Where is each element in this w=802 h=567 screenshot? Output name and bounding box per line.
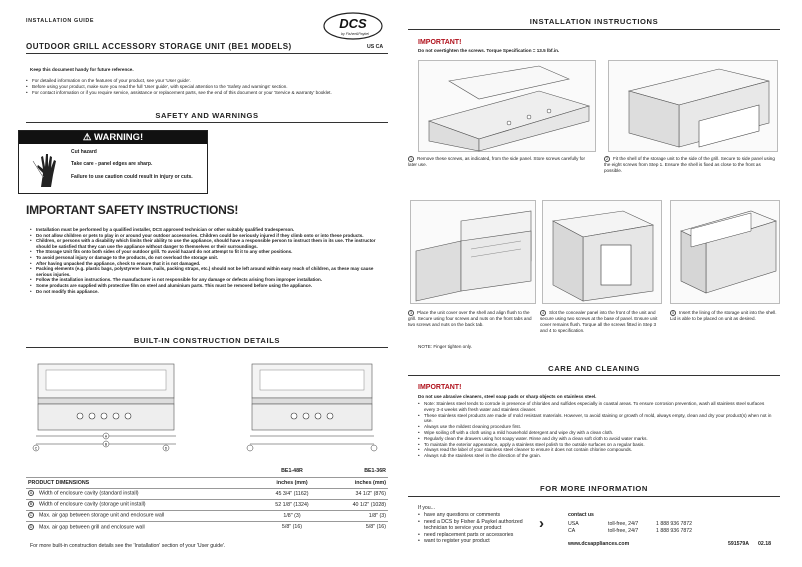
more-info-rule	[408, 496, 780, 497]
step-text: Slot the concealer panel into the front of the unit and secure using two screws at the base of panel. Ensure unit cover remains flush. Torque all the screws fitted in Step 3 and 4 to specification.	[540, 310, 658, 333]
step-number: 3	[409, 311, 413, 315]
contact-type: toll-free, 24/7	[608, 528, 639, 534]
warning-header	[19, 131, 207, 144]
step-number: 4	[541, 311, 545, 315]
table-row	[26, 521, 388, 532]
safety-item: • After having unpacked the appliance, check to ensure that it is not damaged.	[30, 261, 390, 267]
row-label: Max. air gap between grill and enclosure wall	[39, 523, 145, 530]
warning-box	[18, 130, 208, 194]
more-info-title: FOR MORE INFORMATION	[539, 484, 649, 493]
row-key: D	[29, 524, 33, 529]
built-in-footnote: For more built-in construction details see the 'Installation' section of your 'User guide'.	[30, 543, 226, 549]
row-key: B	[29, 502, 33, 507]
safety-list	[30, 227, 390, 294]
step1-illustration	[418, 60, 596, 152]
region-label: US CA	[367, 44, 384, 50]
warning-line1: Take care - panel edges are sharp.	[71, 161, 153, 168]
doc-title: OUTDOOR GRILL ACCESSORY STORAGE UNIT (BE1 MODELS)	[26, 42, 292, 51]
care-list	[418, 401, 774, 459]
care-title: CARE AND CLEANING	[548, 364, 640, 373]
left-column	[26, 0, 396, 567]
contact-phone: 1 888 936 7872	[656, 521, 693, 527]
install-rule	[408, 29, 780, 30]
safety-item: • Installation must be performed by a qualified installer, DCS approved technician or other suitably qualified tradesperson.	[30, 227, 390, 233]
doc-date: 02.18	[758, 541, 771, 547]
safety-item: • Packing elements (e.g. plastic bags, polystyrene foam, nails, packing straps, etc.) should not be left around within easy reach of children, as these may cause serious injuries.	[30, 266, 390, 277]
row-key: C	[29, 513, 33, 518]
care-item: • Note: Stainless steel tends to corrode in presence of chlorides and sulfides especially in coastal areas. To ensure corrosion prevention, wash all stainless steel surfaces every 3-4 weeks with fresh water and stainless cleaner.	[418, 401, 774, 413]
built-in-rule	[26, 347, 388, 348]
units-36r: inches (mm)	[324, 477, 388, 488]
step2-illustration	[608, 60, 778, 152]
more-info-list	[418, 512, 542, 545]
step-number: 1	[409, 157, 413, 161]
warning-triangle-icon: ⚠	[82, 132, 92, 143]
safety-rule	[26, 122, 388, 123]
care-important-text: Do not use abrasive cleaners, steel soap pads or sharp objects on stainless steel.	[418, 394, 597, 399]
install-note: NOTE: Finger tighten only.	[418, 344, 473, 349]
dim-label-c: C	[34, 446, 38, 451]
contact-row	[568, 521, 728, 528]
dimensions-table	[26, 466, 388, 532]
construction-diagram-36r	[242, 358, 382, 454]
right-column	[408, 0, 780, 567]
units-48r: inches (mm)	[260, 477, 324, 488]
care-rule	[408, 375, 780, 376]
if-you-label: If you...	[418, 505, 436, 511]
safety-item: • Children, or persons with a disability which limits their ability to use the appliance, should have a responsible person to instruct them in its use. The instructor should be satisfied that they can use the appliance without danger to themselves or their surroundings.	[30, 238, 390, 249]
step-text: Remove these screws, as indicated, from the side panel. Store screws carefully for later use.	[408, 156, 585, 167]
construction-diagram-48r	[32, 358, 180, 454]
website-link[interactable]: www.dcsappliances.com	[568, 541, 630, 547]
intro-item: • Before using your product, make sure you read the full 'User guide', with special attention to the 'Safety and warnings' section.	[26, 84, 382, 90]
row-value-48r: 52 1/8" (1324)	[260, 499, 324, 510]
row-value-36r: 40 1/2" (1028)	[324, 499, 388, 510]
warning-label: WARNING!	[94, 132, 144, 143]
install-important-text: Do not overtighten the screws. Torque Specification = 13.5 lbf.in.	[418, 48, 560, 53]
care-item: • To maintain the exterior appearance, apply a stainless steel polish to the outside surfaces on a regular basis.	[418, 442, 774, 448]
table-row	[26, 488, 388, 499]
step-text: Fit the shell of the storage unit to the side of the grill. Secure to side panel using the eight screws from Step 1. Ensure the shell is fixed as close to the front as possible.	[604, 156, 775, 173]
step4-illustration	[542, 200, 662, 304]
safety-item: • To avoid personal injury or damage to the products, do not overload the storage unit.	[30, 255, 390, 261]
step-2	[604, 156, 780, 174]
dim-label-a: A	[104, 434, 108, 439]
safety-item: • The Storage Unit fits onto both sides of your outdoor grill. To avoid hazard do not attempt to fit it to any other positions.	[30, 249, 390, 255]
step5-illustration	[670, 200, 780, 304]
title-rule	[26, 53, 388, 54]
row-value-36r: 1/8" (3)	[324, 510, 388, 521]
more-info-item: • need a DCS by Fisher & Paykel authorized technician to service your product	[418, 519, 542, 532]
safety-item: • Some products are supplied with protective film on steel and aluminium parts. This must be removed before using the appliance.	[30, 283, 390, 289]
step-4	[540, 310, 664, 333]
more-info-item: • want to register your product	[418, 538, 542, 545]
doc-code: 591579A	[728, 541, 750, 547]
row-value-36r: 5/8" (16)	[324, 521, 388, 532]
row-value-36r: 34 1/2" (876)	[324, 488, 388, 499]
step-3	[408, 310, 534, 328]
care-item: • Always read the label of your stainless steel cleaner to ensure it does not contain chlorine compounds.	[418, 447, 774, 453]
care-item: • These stainless steel products are made of mold resistant materials. However, to avoid staining or growth of mold, always empty, clean and dry your product(s) when not in use.	[418, 413, 774, 425]
chevron-right-icon: ›	[539, 515, 544, 532]
guide-label: INSTALLATION GUIDE	[26, 18, 95, 24]
install-important-label: IMPORTANT!	[418, 39, 462, 46]
important-safety-title: IMPORTANT SAFETY INSTRUCTIONS!	[26, 203, 239, 217]
dim-label-d: D	[164, 446, 168, 451]
install-title: INSTALLATION INSTRUCTIONS	[529, 17, 659, 26]
table-row	[26, 499, 388, 510]
intro-list	[26, 78, 382, 95]
col-48r: BE1-48R	[281, 468, 303, 475]
care-item: • Always use the mildest cleaning procedure first.	[418, 424, 774, 430]
care-important-label: IMPORTANT!	[418, 384, 462, 391]
table-row	[26, 510, 388, 521]
cut-hazard-hand-icon	[31, 151, 61, 189]
contact-phone: 1 888 936 7872	[656, 528, 693, 534]
row-value-48r: 5/8" (16)	[260, 521, 324, 532]
care-item: • Wipe soiling off with a cloth using a mild household detergent and wipe dry with a clean cloth.	[418, 430, 774, 436]
safety-item: • Do not allow children or pets to play in or around your outdoor accessories. Children could be seriously injured if they climb onto or into these products.	[30, 233, 390, 239]
row-label: Width of enclosure cavity (standard install)	[39, 490, 139, 497]
step-5	[670, 310, 780, 322]
contact-country: USA	[568, 521, 579, 527]
step3-illustration	[410, 200, 536, 304]
contact-label: contact us	[568, 512, 594, 518]
contact-country: CA	[568, 528, 576, 534]
col-36r: BE1-36R	[364, 468, 386, 475]
logo-sub: by Fisher&Paykel	[341, 32, 369, 36]
safety-title: SAFETY AND WARNINGS	[155, 111, 259, 120]
step-number: 2	[605, 157, 609, 161]
logo-text: DCS	[339, 16, 367, 31]
step-text: Insert the lining of the storage unit into the shell. Lid is able to be placed on unit as desired.	[670, 310, 777, 321]
step-text: Place the unit cover over the shell and align flush to the grill. Secure using four screws and nuts on the front tabs and two screws and nuts on the back tab.	[408, 310, 532, 327]
dim-label-b: B	[104, 442, 108, 447]
keep-note: Keep this document handy for future reference.	[30, 67, 134, 72]
step-1	[408, 156, 588, 168]
safety-item: • Do not modify this appliance.	[30, 289, 390, 295]
row-label: Width of enclosure cavity (storage unit install)	[39, 501, 146, 508]
row-key: A	[29, 491, 33, 496]
intro-item: • For contact information or if you require service, assistance or replacement parts, see the end of this document or your 'Service & warranty' booklet.	[26, 90, 382, 96]
warning-text	[71, 149, 201, 180]
warning-line2: Failure to use caution could result in injury or cuts.	[71, 173, 193, 180]
table-heading: PRODUCT DIMENSIONS	[26, 477, 260, 488]
contact-row	[568, 528, 728, 535]
intro-item: • For detailed information on the features of your product, see your 'User guide'.	[26, 78, 382, 84]
row-value-48r: 1/8" (3)	[260, 510, 324, 521]
more-info-item: • have any questions or comments	[418, 512, 542, 519]
more-info-item: • need replacement parts or accessories	[418, 532, 542, 539]
dcs-logo	[322, 11, 384, 41]
warning-heading: Cut hazard	[71, 149, 97, 155]
row-label: Max. air gap between storage unit and enclosure wall	[39, 512, 165, 519]
built-in-title: BUILT-IN CONSTRUCTION DETAILS	[133, 336, 281, 345]
contact-type: toll-free, 24/7	[608, 521, 639, 527]
row-value-48r: 45 3/4" (1162)	[260, 488, 324, 499]
safety-item: • Follow the installation instructions. The manufacturer is not responsible for any damage or defects arising from improper installation.	[30, 277, 390, 283]
care-item: • Regularly clean the drawers using hot soapy water. Rinse and dry with a clean soft cloth to avoid water marks.	[418, 436, 774, 442]
care-item: • Always rub the stainless steel in the direction of the grain.	[418, 453, 774, 459]
step-number: 5	[671, 311, 675, 315]
